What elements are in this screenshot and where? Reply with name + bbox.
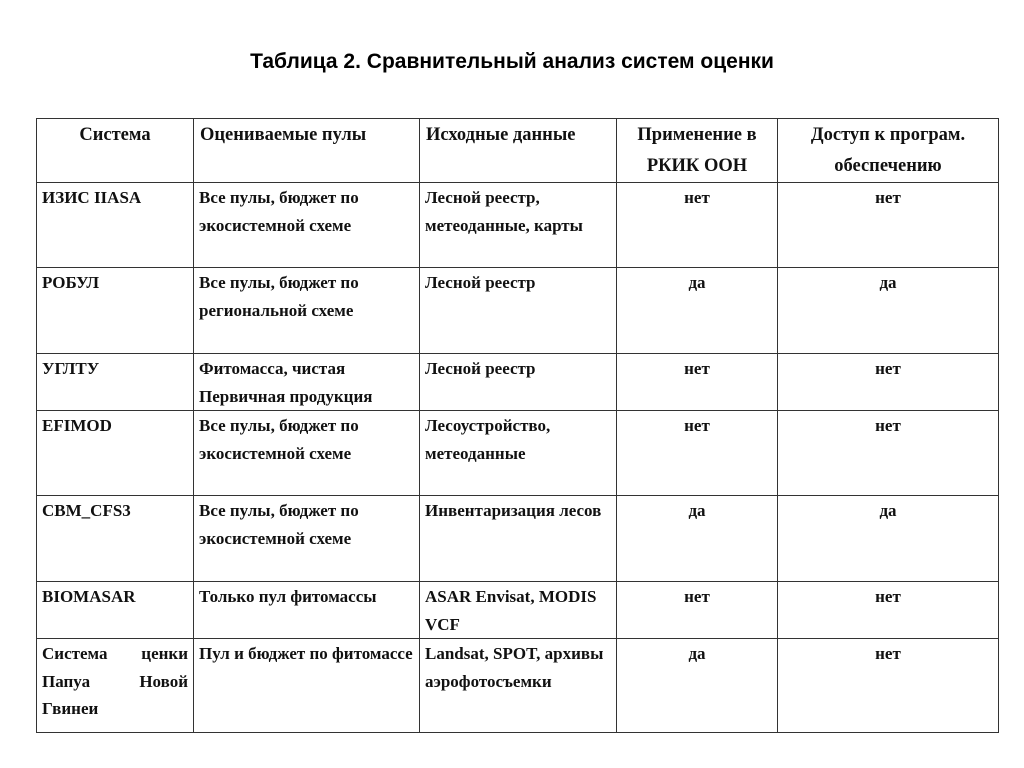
cell-pools: Фитомасса, чистая Первичная продукция — [194, 354, 420, 411]
header-pools: Оцениваемые пулы — [194, 119, 420, 183]
cell-software-access: да — [778, 268, 999, 354]
header-system: Система — [37, 119, 194, 183]
cell-system: ИЗИС IIASA — [37, 183, 194, 268]
cell-pools: Все пулы, бюджет по экосистемной схеме — [194, 183, 420, 268]
cell-source-data: Лесной реестр — [420, 354, 617, 411]
table-row — [37, 354, 999, 411]
cell-system: Система ценки Папуа Новой Гвинеи — [37, 639, 194, 733]
table-row — [37, 268, 999, 354]
cell-unfccc-use: да — [617, 639, 778, 733]
table-row — [37, 582, 999, 639]
cell-source-data: Лесной реестр — [420, 268, 617, 354]
cell-pools: Пул и бюджет по фитомассе — [194, 639, 420, 733]
cell-software-access: нет — [778, 582, 999, 639]
cell-unfccc-use: нет — [617, 582, 778, 639]
table-row — [37, 183, 999, 268]
cell-source-data: ASAR Envisat, MODIS VCF — [420, 582, 617, 639]
cell-system: CBM_CFS3 — [37, 496, 194, 582]
header-source-data: Исходные данные — [420, 119, 617, 183]
cell-unfccc-use: нет — [617, 354, 778, 411]
cell-system: УГЛТУ — [37, 354, 194, 411]
cell-source-data: Лесоустройство, метеоданные — [420, 411, 617, 496]
header-software-access: Доступ к програм. обеспечению — [778, 119, 999, 183]
table-header-row — [37, 119, 999, 183]
cell-pools: Все пулы, бюджет по экосистемной схеме — [194, 496, 420, 582]
cell-software-access: нет — [778, 639, 999, 733]
cell-system: EFIMOD — [37, 411, 194, 496]
cell-software-access: нет — [778, 183, 999, 268]
cell-pools: Все пулы, бюджет по региональной схеме — [194, 268, 420, 354]
cell-system: РОБУЛ — [37, 268, 194, 354]
page-title: Таблица 2. Сравнительный анализ систем оценки — [250, 50, 774, 73]
cell-pools: Все пулы, бюджет по экосистемной схеме — [194, 411, 420, 496]
cell-source-data: Лесной реестр, метеоданные, карты — [420, 183, 617, 268]
comparison-table — [36, 118, 999, 733]
cell-unfccc-use: да — [617, 496, 778, 582]
cell-software-access: да — [778, 496, 999, 582]
cell-system: BIOMASAR — [37, 582, 194, 639]
cell-unfccc-use: нет — [617, 411, 778, 496]
cell-unfccc-use: да — [617, 268, 778, 354]
cell-unfccc-use: нет — [617, 183, 778, 268]
header-unfccc-use: Применение в РКИК ООН — [617, 119, 778, 183]
table-row — [37, 639, 999, 733]
cell-source-data: Landsat, SPOT, архивы аэрофотосъемки — [420, 639, 617, 733]
cell-pools: Только пул фитомассы — [194, 582, 420, 639]
table-row — [37, 496, 999, 582]
cell-software-access: нет — [778, 411, 999, 496]
cell-software-access: нет — [778, 354, 999, 411]
cell-source-data: Инвентаризация лесов — [420, 496, 617, 582]
table-row — [37, 411, 999, 496]
